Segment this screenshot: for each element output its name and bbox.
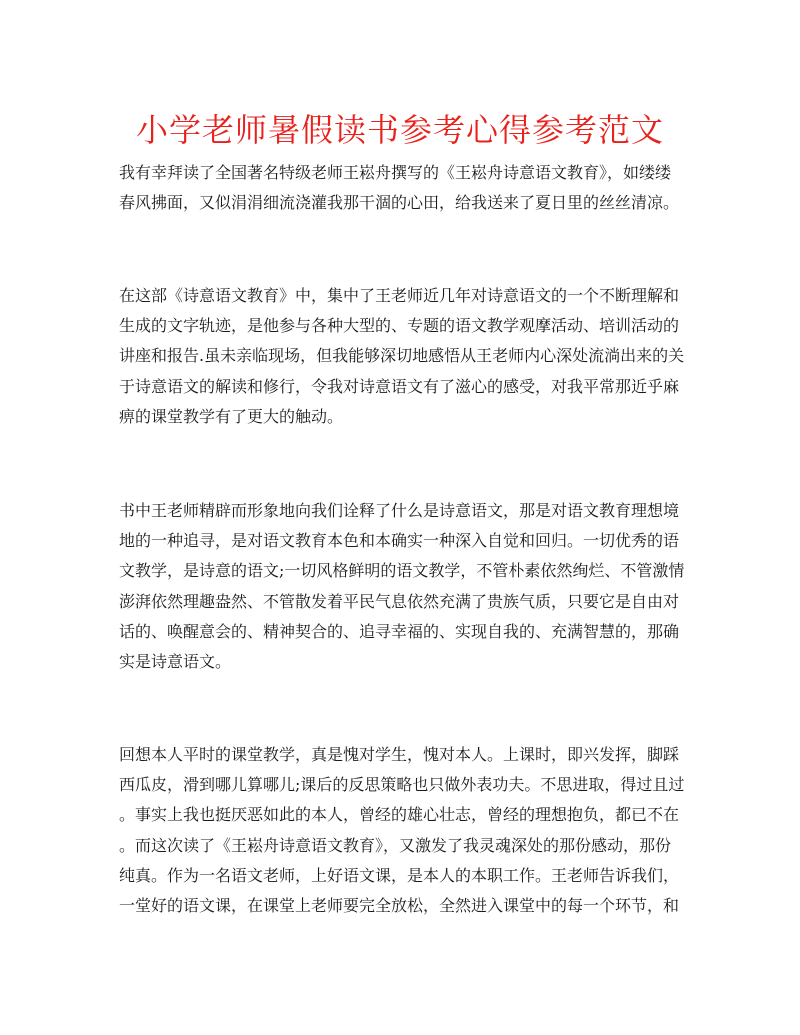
paragraph-line: 讲座和报告.虽未亲临现场，但我能够深切地感悟从王老师内心深处流淌出来的关 <box>119 346 685 366</box>
paragraph-line: 话的、唤醒意会的、精神契合的、追寻幸福的、实现自我的、充满智慧的，那确 <box>119 621 680 641</box>
paragraph-1 <box>119 158 689 218</box>
paragraph-line: 书中王老师精辟而形象地向我们诠释了什么是诗意语文，那是对语文教育理想境 <box>119 501 680 520</box>
paragraph-line: 地的一种追寻，是对语文教育本色和本确实一种深入自觉和回归。一切优秀的语 <box>119 531 680 551</box>
paragraph-line: 生成的文字轨迹，是他参与各种大型的、专题的语文教学观摩活动、培训活动的 <box>119 316 680 336</box>
paragraph-line: 我有幸拜读了全国著名特级老师王崧舟撰写的《王崧舟诗意语文教育》，如缕缕 <box>119 163 672 182</box>
paragraph-2 <box>119 281 689 432</box>
paragraph-line: 澎湃依然理趣盎然、不管散发着平民气息依然充满了贵族气质，只要它是自由对 <box>119 591 680 611</box>
paragraph-line: 在这部《诗意语文教育》中，集中了王老师近几年对诗意语文的一个不断理解和 <box>119 286 680 305</box>
paragraph-line: 于诗意语文的解读和修行，令我对诗意语文有了滋心的感受，对我平常那近乎麻 <box>119 376 680 396</box>
paragraph-line: 西瓜皮，滑到哪儿算哪儿;课后的反思策略也只做外表功夫。不思进取，得过且过 <box>119 775 685 795</box>
paragraph-4 <box>119 740 689 921</box>
paragraph-line: 痹的课堂教学有了更大的触动。 <box>119 406 344 426</box>
paragraph-line: 纯真。作为一名语文老师，上好语文课，是本人的本职工作。王老师告诉我们， <box>119 865 680 885</box>
paragraph-line: 。而这次读了《王崧舟诗意语文教育》，又激发了我灵魂深处的那份感动，那份 <box>119 835 672 855</box>
paragraph-line: 回想本人平时的课堂教学，真是愧对学生，愧对本人。上课时，即兴发挥，脚踩 <box>119 745 680 764</box>
paragraph-line: 。事实上我也挺厌恶如此的本人，曾经的雄心壮志，曾经的理想抱负，都已不在 <box>119 805 680 825</box>
paragraph-line: 春风拂面，又似涓涓细流浇灌我那干涸的心田，给我送来了夏日里的丝丝清凉。 <box>119 193 680 213</box>
paragraph-line: 实是诗意语文。 <box>119 652 232 672</box>
paragraph-line: 文教学，是诗意的语文;一切风格鲜明的语文教学，不管朴素依然绚烂、不管激情 <box>119 561 685 581</box>
document-title: 小学老师暑假读书参考心得参考范文 <box>135 111 664 149</box>
paragraph-3 <box>119 496 689 677</box>
paragraph-line: 一堂好的语文课，在课堂上老师要完全放松，全然进入课堂中的每一个环节，和 <box>119 896 680 916</box>
